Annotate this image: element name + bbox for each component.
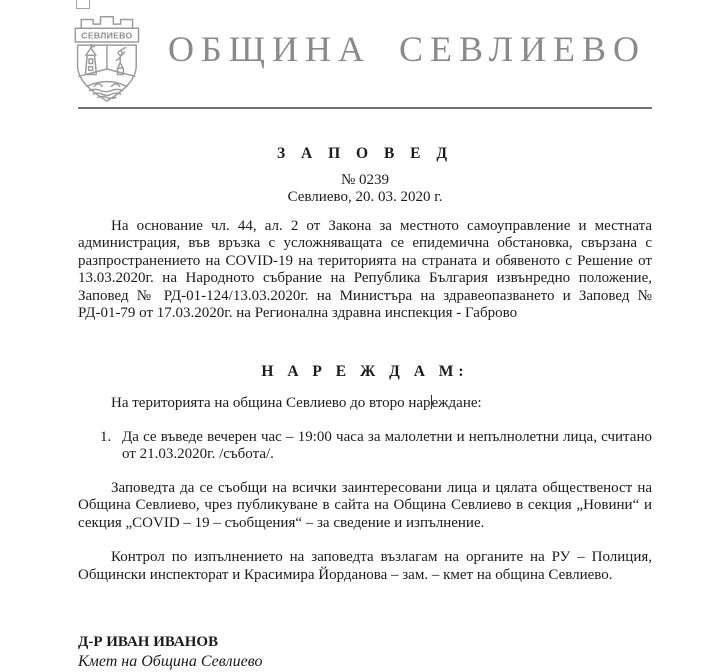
signature-block	[78, 634, 652, 671]
scope-text-before: На територията на община Севлиево до второ нар	[111, 395, 431, 411]
list-item-text: Да се въведе вечерен час – 19:00 часа за малолетни и непълнолетни лица, считано от 21.03.2020г. /събота/.	[122, 428, 652, 462]
order-heading: З А П О В Е Д	[276, 145, 454, 162]
list-item-number: 1.	[100, 428, 112, 445]
command-heading: Н А Р Е Ж Д А М:	[261, 362, 469, 380]
header-divider	[78, 107, 652, 109]
sevlievo-coat-of-arms-icon	[62, 12, 150, 104]
scope-line	[78, 395, 652, 413]
signature-name: Д-Р ИВАН ИВАНОВ	[78, 634, 219, 650]
publish-paragraph: Заповедта да се съобщи на всички заинтересовани лица и цялата общественост на Община Севлиево, чрез публикуване в сайта на Община Севлиево в секция „Новини“ и секция „COVID – 19 – съобщения“ – за сведение и изпълнение.	[78, 479, 652, 531]
order-place-date: Севлиево, 20. 03. 2020 г.	[287, 189, 443, 205]
order-document	[78, 145, 652, 671]
list-item	[78, 429, 652, 464]
object-anchor-square	[76, 0, 90, 9]
title-word-sevlievo: СЕВЛИЕВО	[398, 29, 647, 69]
control-paragraph: Контрол по изпълнението на заповедта възлагам на органите на РУ – Полиция, Общински инспекторат и Красимира Йорданова – зам. – кмет на община Севлиево.	[78, 549, 652, 583]
document-header	[0, 0, 704, 104]
scope-text-after: еждане:	[431, 395, 482, 411]
preamble-paragraph: На основание чл. 44, ал. 2 от Закона за местното самоуправление и местната администрация, във връзка с усложняващата се епидемична обстановка, свързана с разпространението на COVID-19 на територията на страната и обявеното с Решение от 13.03.2020г. на Народното събрание на Република България извънредно положение, Заповед № РД-01-124/13.03.2020г. на Министъра на здравеопазването и Заповед № РД-01-79 от 17.03.2020г. на Регионална здравна инспекция - Габрово	[78, 217, 652, 321]
emblem-banner-text: СЕВЛИЕВО	[81, 30, 133, 41]
signature-title: Кмет на Община Севлиево	[78, 652, 263, 670]
crenellation-icon	[81, 17, 132, 29]
order-number: № 0239	[340, 171, 390, 188]
title-word-obshtina: ОБЩИНА	[168, 29, 371, 69]
municipality-title	[168, 28, 646, 70]
ordered-list	[78, 429, 652, 464]
